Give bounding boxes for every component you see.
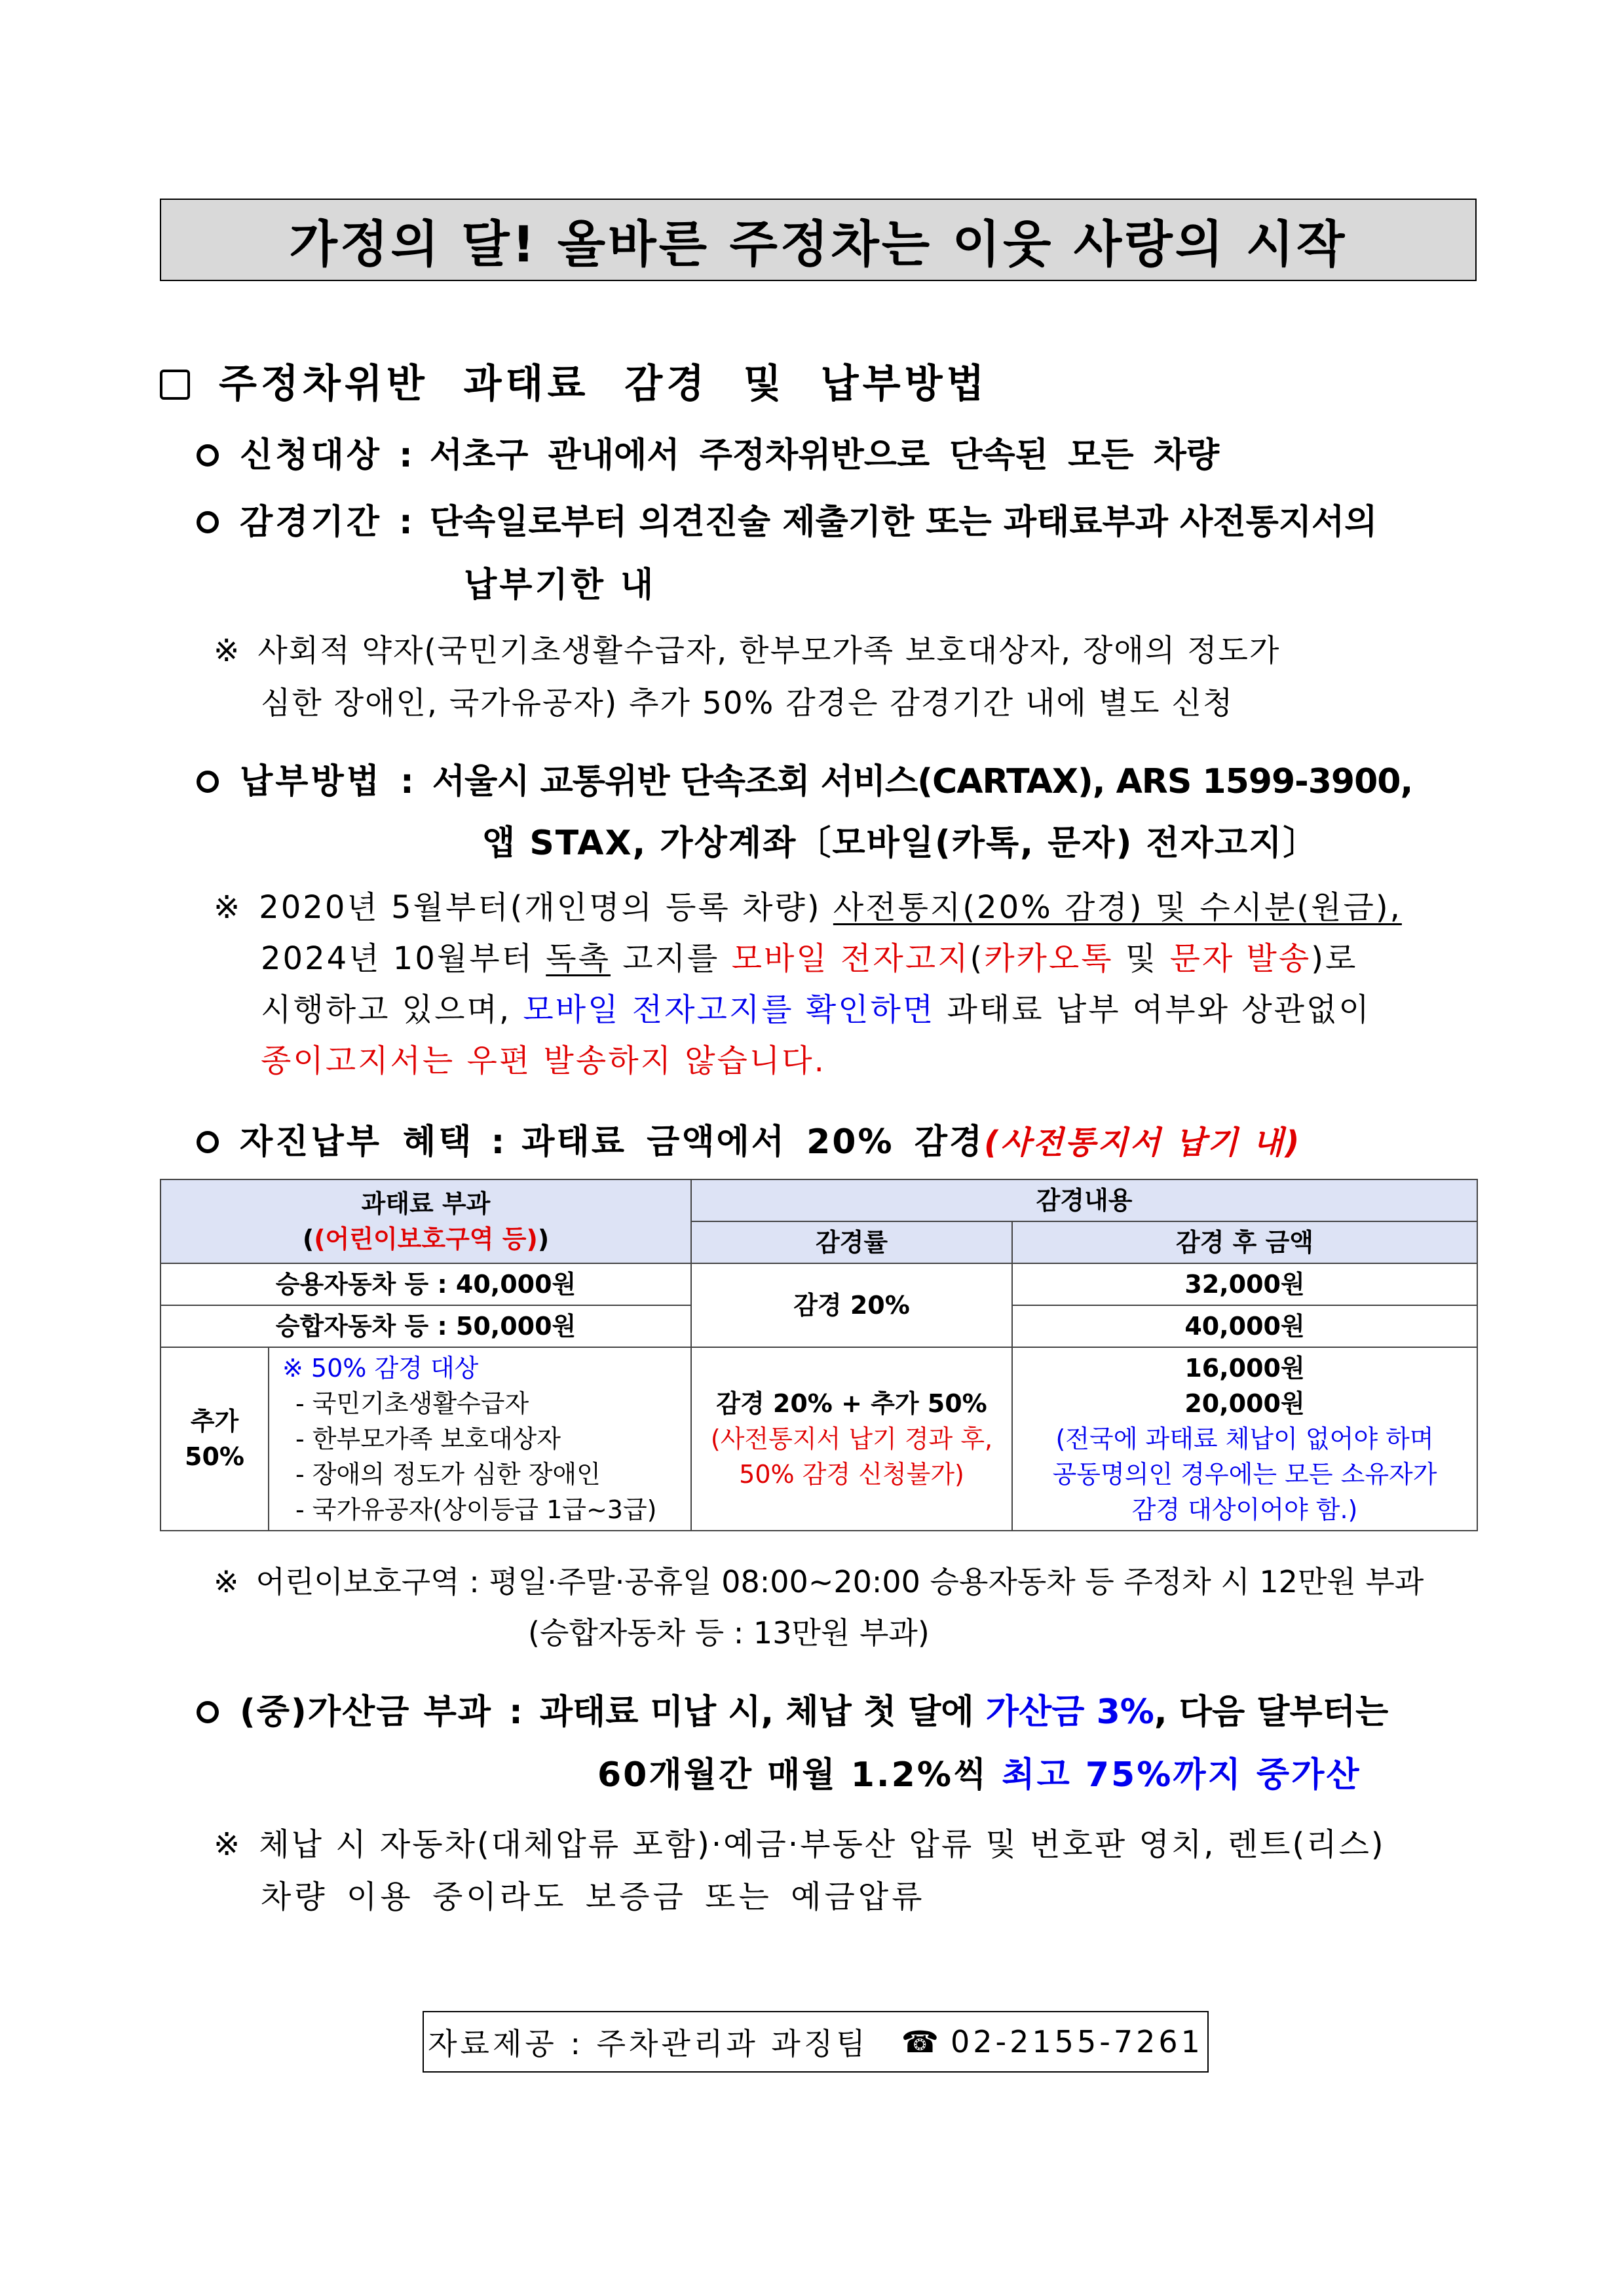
- reduction-period-item: 감경기간 : 단속일로부터 의견진술 제출기한 또는 과태료부과 사전통지서의: [197, 494, 1378, 543]
- payment-method-line2: 앱 STAX, 가상계좌〔모바일(카톡, 문자) 전자고지〕: [482, 824, 1319, 863]
- note-school-zone-line1: ※ 어린이보호구역 : 평일·주말·공휴일 08:00~20:00 승용자동차 등 주정차 시 12만원 부과: [214, 1564, 1424, 1599]
- bullet-circle-icon: [197, 1701, 219, 1723]
- bullet-circle-icon: [197, 1131, 219, 1153]
- after-amount-van: 40,000원: [1012, 1305, 1477, 1347]
- header-rate: 감경률: [691, 1221, 1012, 1263]
- bullet-circle-icon: [197, 444, 219, 467]
- reduction-period-line2: 납부기한 내: [464, 565, 656, 605]
- note-mobile-line1: ※ 2020년 5월부터(개인명의 등록 차량) 사전통지(20% 감경) 및 수시분(원금),: [214, 889, 1402, 926]
- row-passenger-car: 승용자동차 등 : 40,000원: [161, 1263, 691, 1305]
- extra-after-amount: 16,000원 20,000원 (전국에 과태료 체납이 없어야 하며 공동명의인 경우에는 모든 소유자가 감경 대상이어야 함.): [1012, 1347, 1477, 1531]
- rate-basic: 감경 20%: [691, 1263, 1012, 1347]
- apply-target-item: 신청대상 : 서초구 관내에서 주정차위반으로 단속된 모든 차량: [197, 427, 1219, 476]
- note-seizure-line1: ※ 체납 시 자동차(대체압류 포함)·예금·부동산 압류 및 번호판 영치, 렌트(리스): [214, 1826, 1386, 1863]
- surcharge-line2: 60개월간 매월 1.2%씩 최고 75%까지 중가산: [597, 1755, 1361, 1795]
- note-weak-line2: 심한 장애인, 국가유공자) 추가 50% 감경은 감경기간 내에 별도 신청: [261, 685, 1234, 721]
- self-payment-item: 자진납부 혜택 : 과태료 금액에서 20% 감경(사전통지서 납기 내): [197, 1114, 1301, 1163]
- phone-number: 02-2155-7261: [951, 2024, 1203, 2059]
- section-heading: 주정차위반 과태료 감경 및 납부방법: [160, 353, 989, 409]
- row-van: 승합자동차 등 : 50,000원: [161, 1305, 691, 1347]
- note-weak-line1: ※ 사회적 약자(국민기초생활수급자, 한부모가족 보호대상자, 장애의 정도가: [214, 633, 1281, 669]
- extra-label: 추가 50%: [161, 1347, 269, 1531]
- after-amount-passenger: 32,000원: [1012, 1263, 1477, 1305]
- payment-method-item: 납부방법 : 서울시 교통위반 단속조회 서비스(CARTAX), ARS 1599-3900,: [197, 754, 1412, 803]
- note-school-zone-line2: (승합자동차 등 : 13만원 부과): [528, 1615, 930, 1651]
- header-after-amount: 감경 후 금액: [1012, 1221, 1477, 1263]
- header-reduction: 감경내용: [691, 1179, 1477, 1221]
- note-mobile-line3: 시행하고 있으며, 모바일 전자고지를 확인하면 과태료 납부 여부와 상관없이: [261, 991, 1371, 1028]
- surcharge-item: (중)가산금 부과 : 과태료 미납 시, 체납 첫 달에 가산금 3%, 다음 달부터는: [197, 1684, 1388, 1733]
- checkbox-square-icon: [160, 370, 190, 400]
- extra-targets: ※ 50% 감경 대상 - 국민기초생활수급자 - 한부모가족 보호대상자 - 장애의 정도가 심한 장애인 - 국가유공자(상이등급 1급~3급): [269, 1347, 691, 1531]
- extra-rate: 감경 20% + 추가 50% (사전통지서 납기 경과 후, 50% 감경 신청불가): [691, 1347, 1012, 1531]
- footer-source: 자료제공 : 주차관리과 과징팀 ☎ 02-2155-7261: [423, 2011, 1209, 2073]
- note-mobile-line2: 2024년 10월부터 독촉 고지를 모바일 전자고지(카카오톡 및 문자 발송)로: [261, 940, 1358, 977]
- note-seizure-line2: 차량 이용 중이라도 보증금 또는 예금압류: [261, 1879, 926, 1915]
- bullet-circle-icon: [197, 511, 219, 533]
- fee-table: [160, 1179, 1478, 1531]
- phone-icon: ☎: [901, 2024, 939, 2059]
- page-title: 가정의 달! 올바른 주정차는 이웃 사랑의 시작: [160, 199, 1477, 281]
- school-zone-label: (어린이보호구역 등): [314, 1225, 538, 1253]
- note-mobile-line4: 종이고지서는 우편 발송하지 않습니다.: [261, 1043, 826, 1079]
- header-fee-imposed: 과태료 부과 ((어린이보호구역 등)): [161, 1179, 691, 1263]
- bullet-circle-icon: [197, 771, 219, 793]
